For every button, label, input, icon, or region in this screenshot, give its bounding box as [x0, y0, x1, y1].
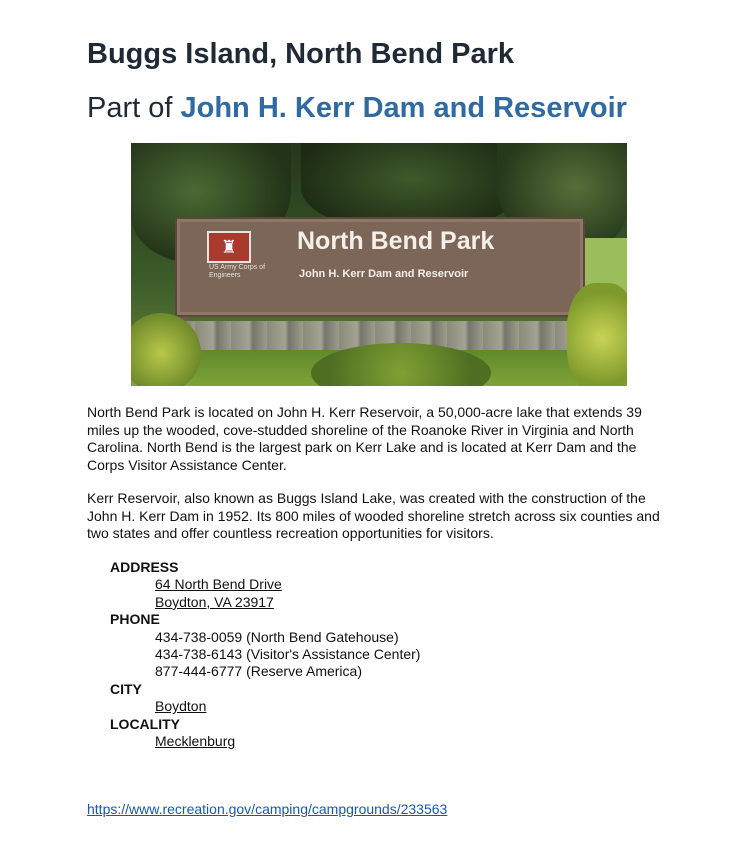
- sign-subtitle-text: John H. Kerr Dam and Reservoir: [299, 268, 469, 280]
- locality-value[interactable]: [110, 733, 420, 750]
- reservoir-link[interactable]: John H. Kerr Dam and Reservoir: [180, 92, 627, 124]
- address-line-2[interactable]: [110, 594, 420, 611]
- page-subtitle: [87, 92, 627, 125]
- page-title: Buggs Island, North Bend Park: [87, 38, 514, 70]
- description-paragraph-2: Kerr Reservoir, also known as Buggs Island Lake, was created with the construction of the John H. Kerr Dam in 1952. Its 800 miles of wooded shoreline stretch across six counties and two states and offer countless recreation opportunities for visitors.: [87, 490, 660, 541]
- campground-url-link[interactable]: https://www.recreation.gov/camping/campgrounds/233563: [87, 801, 448, 817]
- phone-reserve-america: 877-444-6777 (Reserve America): [155, 663, 362, 680]
- locality-label: LOCALITY: [110, 715, 180, 732]
- description-paragraph-1: North Bend Park is located on John H. Kerr Reservoir, a 50,000-acre lake that extends 39 miles up the wooded, cove-studded shoreline of the Roanoke River in Virginia and North Carolina. North Bend is the largest park on Kerr Lake and is located at Kerr Dam and the Corps Visitor Assistance Center.: [87, 404, 642, 473]
- phone-label: PHONE: [110, 611, 160, 628]
- address-line-1-link[interactable]: 64 North Bend Drive: [155, 576, 282, 593]
- park-sign-photo: [131, 143, 627, 386]
- address-label: ADDRESS: [110, 559, 179, 575]
- address-line-2-link[interactable]: Boydton, VA 23917: [155, 593, 274, 610]
- park-info-block: [110, 559, 420, 750]
- sign-title-text: North Bend Park: [297, 227, 495, 255]
- address-line-1[interactable]: [110, 576, 420, 593]
- subtitle-prefix: Part of: [87, 92, 181, 124]
- locality-link[interactable]: Mecklenburg: [155, 733, 236, 750]
- corps-castle-icon: ♜: [207, 231, 251, 263]
- city-link[interactable]: Boydton: [155, 698, 207, 715]
- phone-gatehouse: 434-738-0059 (North Bend Gatehouse): [155, 628, 399, 645]
- city-label: CITY: [110, 680, 142, 697]
- phone-visitor-center: 434-738-6143 (Visitor's Assistance Center): [155, 646, 421, 663]
- corps-logo-text: US Army Corps of Engineers: [209, 264, 266, 279]
- city-value[interactable]: [110, 698, 420, 715]
- bush-right: [567, 283, 627, 386]
